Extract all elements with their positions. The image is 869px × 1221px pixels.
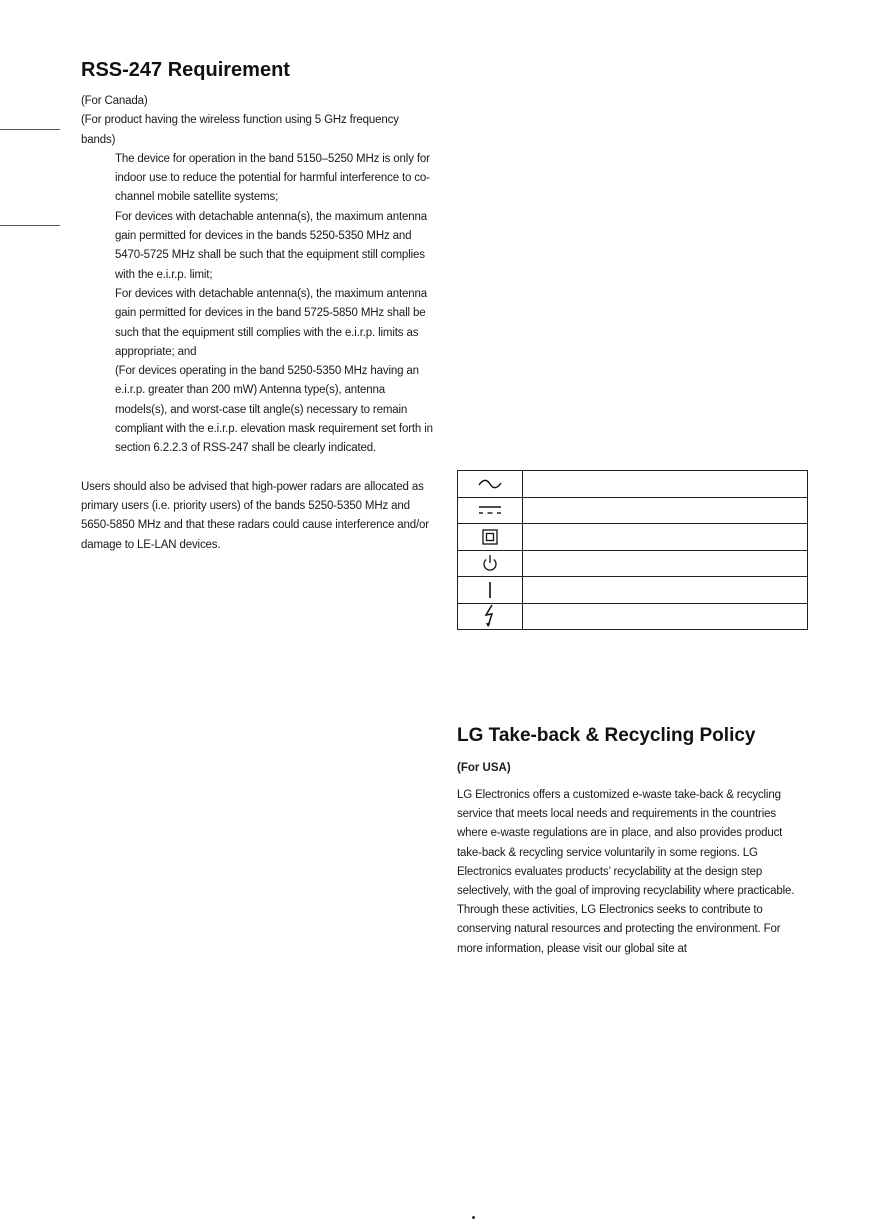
rss-247-section	[81, 58, 436, 555]
requirement-item: For devices with detachable antenna(s), the maximum antenna gain permitted for devices in the band 5725-5850 MHz shall be such that the equipment still complies with the e.i.r.p. limits as appropriate; and	[115, 287, 428, 358]
symbol-description	[523, 603, 808, 630]
recycling-section	[457, 724, 809, 959]
symbol-description	[523, 550, 808, 577]
requirement-item: (For devices operating in the band 5250-5350 MHz having an e.i.r.p. greater than 200 mW) Antenna type(s), antenna models(s), and worst-case tilt angle(s) necessary to remain compliant with the e.i.r.p. elevation mask requirement set forth in section 6.2.2.3 of RSS-247 shall be clearly indicated.	[115, 365, 433, 455]
hazardous-voltage-icon	[458, 604, 522, 628]
rss-247-title: RSS-247 Requirement	[81, 59, 290, 81]
symbol-row	[458, 550, 808, 577]
symbol-row	[458, 577, 808, 604]
recycling-title: LG Take-back & Recycling Policy	[457, 725, 756, 746]
symbol-description	[523, 577, 808, 604]
direct-current-icon	[458, 505, 522, 515]
symbol-row	[458, 603, 808, 630]
margin-tab-mark	[0, 225, 60, 226]
alternating-current-icon	[458, 479, 522, 489]
power-on-icon	[458, 581, 522, 599]
symbol-description	[523, 524, 808, 551]
canada-note: (For Canada)	[81, 95, 148, 107]
standby-icon	[458, 554, 522, 572]
symbol-row	[458, 524, 808, 551]
radar-advisory: Users should also be advised that high-power radars are allocated as primary users (i.e. priority users) of the bands 5250-5350 MHz and 5650-5850 MHz and that these radars could cause interference and/or damage to LE-LAN devices.	[81, 480, 429, 551]
requirement-item: For devices with detachable antenna(s), the maximum antenna gain permitted for devices in the bands 5250-5350 MHz and 5470-5725 MHz shall be such that the equipment still complies with the e.i.r.p. limit;	[115, 210, 428, 281]
recycling-subtitle: (For USA)	[457, 762, 511, 774]
requirement-item: The device for operation in the band 5150–5250 MHz is only for indoor use to reduce the potential for harmful interference to co-channel mobile satellite systems;	[115, 152, 430, 204]
recycling-body: LG Electronics offers a customized e-waste take-back & recycling service that meets local needs and requirements in the countries where e-waste regulations are in place, and also provides product take-back & recycling service voluntarily in some regions. LG Electronics evaluates products’ recyclability at the design step selectively, with the goal of improving recyclability where practicable. Through these activities, LG Electronics seeks to contribute to conserving natural resources and protecting the environment. For more information, please visit our global site at	[457, 789, 795, 955]
symbol-description	[523, 497, 808, 524]
symbol-row	[458, 471, 808, 498]
page-dot	[472, 1216, 475, 1219]
symbol-row	[458, 497, 808, 524]
wireless-note: (For product having the wireless function using 5 GHz frequency bands)	[81, 114, 399, 146]
margin-tab-mark	[0, 129, 60, 130]
class-ii-equipment-icon	[458, 529, 522, 545]
symbols-table	[457, 470, 808, 630]
symbol-description	[523, 471, 808, 498]
